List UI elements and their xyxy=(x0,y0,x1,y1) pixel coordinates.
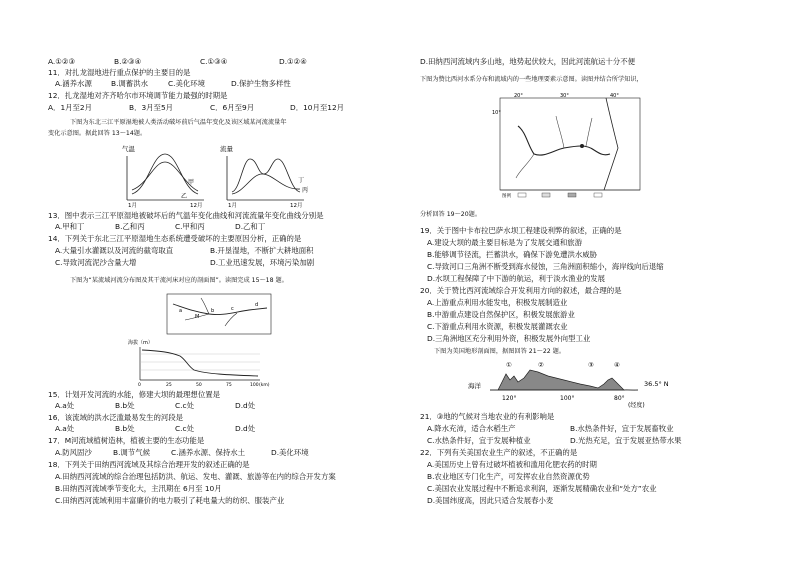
q21-option-c: C.水热条件好，宜于发展种植业 xyxy=(427,436,531,445)
q11-option-d: D.保护生物多样性 xyxy=(231,79,291,88)
map-lat-10: 10° xyxy=(492,110,501,116)
riverbed-profile-chart xyxy=(120,338,280,388)
q13-options xyxy=(55,222,265,231)
curve-label-yi: 乙 xyxy=(181,193,188,200)
profile-xtick-1: 25 xyxy=(166,383,172,388)
svg-text:a: a xyxy=(179,308,183,314)
q17-stem: 17．M河流域植树造林，植被主要的生态功能是 xyxy=(48,436,205,445)
map-legend-title: 图例 xyxy=(502,194,511,199)
intro-21-22: 下图为美国地形剖面图，据图回答 21～22 题。 xyxy=(434,348,566,355)
q10-option-d: D.①②④ xyxy=(279,57,307,66)
q16-stem: 16．该流域的洪水泛滥最易发生的河段是 xyxy=(48,413,184,422)
q18-option-c: C.田纳西河流域利用丰富廉价的电力吸引了耗电量大的纺织、服装产业 xyxy=(55,496,285,505)
terrain-silhouette xyxy=(498,370,624,390)
q22-option-b: B.农业地区专门化生产，可发挥农业自然资源优势 xyxy=(427,472,590,481)
q14-stem: 14．下列关于东北三江平原湿地生态系统遭受破坏的主要原因分析，正确的是 xyxy=(48,234,302,243)
dam-marker xyxy=(580,144,584,148)
profile-lon-120: 120° xyxy=(502,395,517,402)
q11-option-a: A.涵养水源 xyxy=(55,79,92,88)
q14-option-a: A.大量引水灌溉以及河流的截弯取直 xyxy=(55,246,174,255)
svg-text:c: c xyxy=(231,306,234,312)
q16-option-d: D.d处 xyxy=(235,424,256,433)
q16-options xyxy=(55,424,255,433)
profile-xtick-4: 100 xyxy=(250,383,259,388)
profile-lat-label: 36.5° N xyxy=(644,380,669,388)
profile-lon-80: 80° xyxy=(614,395,625,402)
profile-mark-4: ④ xyxy=(614,361,620,369)
q18-option-b: B.田纳西河流域季节变化大，主汛期在 6月至 10月 xyxy=(55,484,222,493)
q12-option-b: B．3月至5月 xyxy=(129,103,174,112)
q17-option-c: C.涵养水源、保持水土 xyxy=(171,448,246,457)
q15-option-c: C.c处 xyxy=(175,401,194,410)
q10-options xyxy=(48,57,378,66)
intro-19-20-answer: 分析回答 19～20题。 xyxy=(420,211,482,218)
q12-options xyxy=(48,103,344,112)
profile-xunit-label: (经度) xyxy=(628,402,645,409)
q10-option-c: C.①③④ xyxy=(200,57,228,66)
discharge-chart-ylabel: 流量 xyxy=(220,145,233,153)
q19-option-b: B.能够调节径流，拦蓄洪水，确保下游免遭洪水威胁 xyxy=(427,250,598,259)
q15-option-a: A.a处 xyxy=(55,401,75,410)
q17-option-d: D.美化环境 xyxy=(271,448,309,457)
q19-option-a: A.建设大坝的最主要目标是为了发展交通和旅游 xyxy=(427,238,583,247)
q17-options xyxy=(55,448,309,457)
q19-stem: 19．关于图中卡布拉巴萨水坝工程建设利弊的叙述，正确的是 xyxy=(420,226,622,235)
q16-option-c: C.c处 xyxy=(175,424,194,433)
q15-stem: 15．计划开发河流的水能，修建大坝的最理想位置是 xyxy=(48,390,221,399)
q10-option-b: B.②③④ xyxy=(114,57,142,66)
q21-option-d: D.光热充足，宜于发展亚热带水果 xyxy=(570,436,682,445)
q11-option-b: B.调蓄洪水 xyxy=(111,79,148,88)
q14-option-c: C.导致河流泥沙含量大增 xyxy=(55,258,137,267)
q15-options xyxy=(55,401,255,410)
map-lon-30: 30° xyxy=(560,93,569,99)
profile-ylabel: 海拔（m） xyxy=(128,340,153,346)
svg-text:d: d xyxy=(255,302,259,308)
main-river xyxy=(173,304,267,315)
q20-option-a: A.上游重点利用水能发电，积极发展制造业 xyxy=(427,298,568,307)
curve-ding xyxy=(232,159,300,192)
map-lon-40: 40° xyxy=(610,93,619,99)
q21-stem: 21．③地的气候对当地农业的有利影响是 xyxy=(420,412,555,421)
profile-xtick-2: 50 xyxy=(196,383,202,388)
profile-mark-1: ① xyxy=(506,361,512,369)
q22-option-c: C.美国农业发展过程中不断追求利润，逐渐发展精确农业和“处方”农业 xyxy=(427,484,657,493)
curve-bing xyxy=(232,174,300,194)
profile-ocean-label: 海洋 xyxy=(468,382,481,390)
coastline xyxy=(604,98,618,190)
temperature-xtick-end: 12月 xyxy=(190,203,203,209)
map-lon-20: 20° xyxy=(514,93,523,99)
profile-xunit: (km) xyxy=(259,383,270,388)
q22-option-a: A.美国历史上曾有过破坏植被和滥用化肥农药的时期 xyxy=(427,460,597,469)
q22-stem: 22．下列有关美国农业生产的叙述，不正确的是 xyxy=(420,448,578,457)
q10-option-a: A.①②③ xyxy=(48,57,76,66)
watershed-map xyxy=(165,292,275,338)
q14-option-b: B.开垦湿地，不断扩大耕地面积 xyxy=(210,246,314,255)
temperature-xtick-start: 1月 xyxy=(128,203,137,209)
intro-13-14-line2: 变化示意图。据此回答 13～14题。 xyxy=(48,130,147,137)
q12-option-c: C．6月至9月 xyxy=(210,103,255,112)
q18-option-a: A.田纳西河流域的综合治理包括防洪、航运、发电、灌溉、旅游等在内的综合开发方案 xyxy=(55,472,336,481)
curve-jia xyxy=(132,154,198,194)
profile-mark-2: ② xyxy=(538,361,544,369)
q13-option-c: C.甲和丙 xyxy=(175,222,205,231)
profile-xtick-0: 0 xyxy=(138,383,141,388)
temperature-chart xyxy=(118,144,218,208)
q11-options xyxy=(55,79,291,88)
q13-option-a: A.甲和丁 xyxy=(55,222,85,231)
q13-stem: 13．图中表示三江平原湿地被破坏后的气温年变化曲线和河流流量年变化曲线分别是 xyxy=(48,211,324,220)
q15-option-d: D.d处 xyxy=(235,401,256,410)
temperature-chart-ylabel: 气温 xyxy=(122,145,135,153)
curve-label-jia: 甲 xyxy=(188,179,195,186)
zambezi-river xyxy=(518,126,610,155)
curve-yi xyxy=(132,162,198,191)
q20-option-c: C.下游重点利用水资源，积极发展灌溉农业 xyxy=(427,322,568,331)
discharge-xtick-start: 1月 xyxy=(228,203,237,209)
curve-label-bing: 丙 xyxy=(302,187,309,194)
q11-stem: 11．对扎龙湿地进行重点保护的主要目的是 xyxy=(48,68,191,77)
q19-option-d: D.水坝工程保障了中下游的航运，利于淡水渔业的发展 xyxy=(427,274,606,283)
q14-option-d: D.工业迅速发展，环境污染加剧 xyxy=(210,258,315,267)
q21-option-b: B.水热条件好，宜于发展畜牧业 xyxy=(570,424,674,433)
q20-option-d: D.三角洲地区充分利用外资，积极发展外向型工业 xyxy=(427,334,591,343)
q17-option-a: A.防风固沙 xyxy=(55,448,92,457)
q20-option-b: B.中游重点建设自然保护区，积极发展旅游业 xyxy=(427,310,575,319)
q18-stem: 18．下列关于田纳西河流域及其综合治理开发的叙述正确的是 xyxy=(48,460,250,469)
q12-stem: 12．扎龙湿地对齐齐哈尔市环境调节能力最强的时期是 xyxy=(48,91,228,100)
profile-mark-3: ③ xyxy=(588,361,594,369)
q13-option-b: B.乙和丙 xyxy=(115,222,145,231)
q12-option-d: D．10月至12月 xyxy=(290,103,345,112)
q19-option-c: C.导致河口三角洲不断受到海水侵蚀，三角洲面积缩小，海岸线向后退缩 xyxy=(427,262,664,271)
q16-option-a: A.a处 xyxy=(55,424,75,433)
discharge-xtick-end: 12月 xyxy=(290,203,303,209)
discharge-chart xyxy=(218,144,318,208)
q13-option-d: D.乙和丁 xyxy=(235,222,266,231)
q12-option-a: A．1月至2月 xyxy=(48,103,93,112)
q15-option-b: B.b处 xyxy=(115,401,135,410)
svg-text:M: M xyxy=(195,314,200,320)
profile-lon-100: 100° xyxy=(560,395,575,402)
q21-option-a: A.降水充沛，适合水稻生产 xyxy=(427,424,516,433)
intro-13-14-line1: 下图为东北三江平原湿地被人类活动破坏前后气温年变化及该区域某河流流量年 xyxy=(70,119,287,126)
curve-label-ding: 丁 xyxy=(298,177,305,184)
q16-option-b: B.b处 xyxy=(115,424,135,433)
q17-option-b: B.调节气候 xyxy=(113,448,150,457)
zambezi-river-map xyxy=(492,92,646,204)
q20-stem: 20．关于赞比西河流域综合开发利用方向的叙述，最合理的是 xyxy=(420,286,622,295)
profile-xtick-3: 75 xyxy=(226,383,232,388)
q22-option-d: D.美国纬度高，因此只适合发展春小麦 xyxy=(427,496,554,505)
q18-option-d: D.田纳西河流域内多山地，地势起伏较大，因此河流航运十分不便 xyxy=(420,57,635,66)
intro-19-20: 下图为赞比西河水系分布和流域内的一些地理要素示意图。读图并结合所学知识， xyxy=(420,76,643,83)
svg-text:b: b xyxy=(211,308,215,314)
intro-15-18: 下图为“某流域河流分布图及其干流河床对应的剖面图”。读图完成 15～18 题。 xyxy=(70,277,288,284)
us-terrain-profile xyxy=(468,360,708,408)
q11-option-c: C.美化环境 xyxy=(168,79,206,88)
